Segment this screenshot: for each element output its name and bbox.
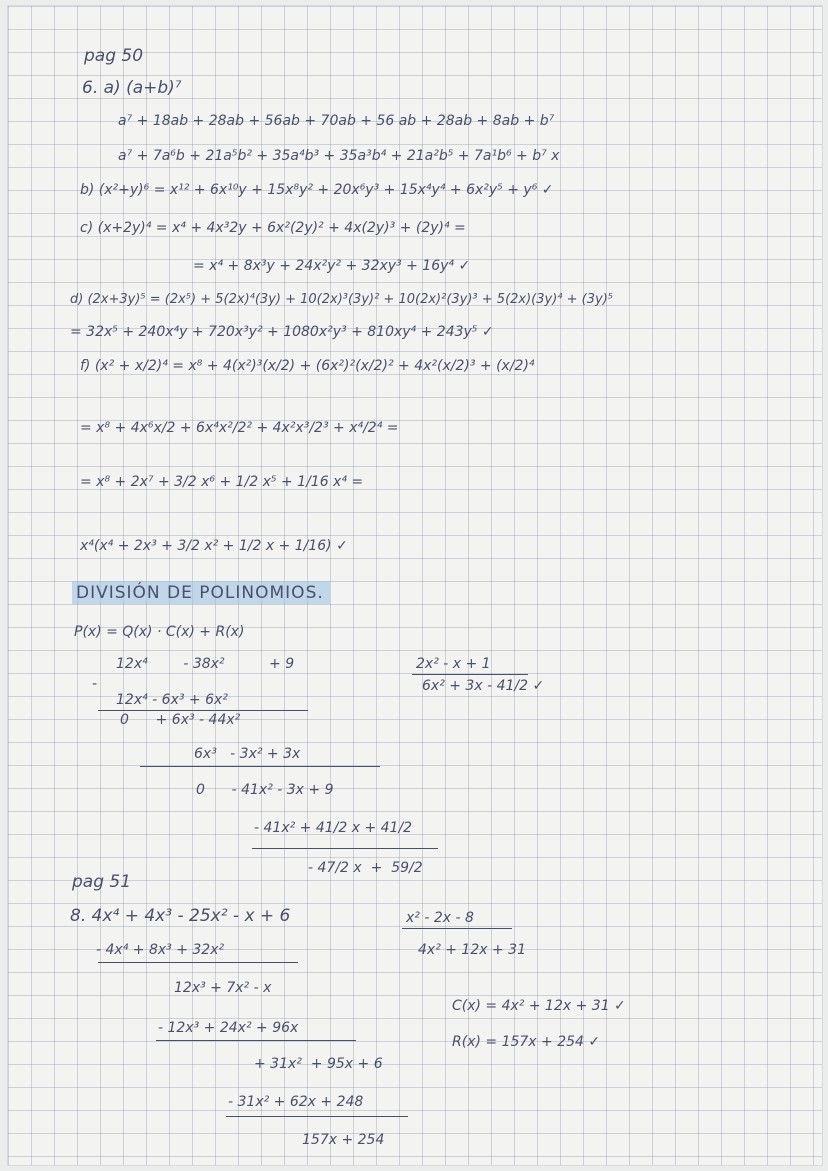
division-title-highlight: DIVISIÓN DE POLINOMIOS. — [72, 581, 330, 604]
exercise-8-step-2: 12x³ + 7x² - x — [174, 980, 272, 996]
exercise-8-dividend: 8. 4x⁴ + 4x³ - 25x² - x + 6 — [70, 906, 291, 926]
notebook-page — [8, 6, 822, 1165]
exercise-8-rule-1 — [98, 962, 298, 963]
exercise-6f: f) (x² + x/2)⁴ = x⁸ + 4(x²)³(x/2) + (6x²)²(x/2)² + 4x²(x/2)³ + (x/2)⁴ — [80, 358, 535, 374]
division-1-dividend: 12x⁴ - 38x² + 9 — [116, 656, 295, 672]
division-1-divisor: 2x² - x + 1 — [416, 656, 491, 672]
division-1-remainder: - 47/2 x + 59/2 — [308, 860, 423, 876]
exercise-6c: c) (x+2y)⁴ = x⁴ + 4x³2y + 6x²(2y)² + 4x(2y)³ + (2y)⁴ = — [80, 220, 466, 236]
exercise-8-divisor-line — [402, 928, 512, 929]
exercise-8-divisor: x² - 2x - 8 — [406, 910, 474, 926]
exercise-6f-step-2: = x⁸ + 2x⁷ + 3/2 x⁶ + 1/2 x⁵ + 1/16 x⁴ = — [80, 474, 364, 490]
exercise-8-quotient: 4x² + 12x + 31 — [418, 942, 526, 958]
division-1-rule-2 — [140, 766, 380, 767]
exercise-8-remainder-result: R(x) = 157x + 254 ✓ — [452, 1034, 601, 1050]
division-1-minus-sign: - — [92, 676, 98, 692]
exercise-8-quotient-result: C(x) = 4x² + 12x + 31 ✓ — [452, 998, 626, 1014]
exercise-8-step-4: + 31x² + 95x + 6 — [254, 1056, 383, 1072]
division-1-step-4: 0 - 41x² - 3x + 9 — [196, 782, 334, 798]
exercise-8-remainder: 157x + 254 — [302, 1132, 385, 1148]
division-1-step-3: 6x³ - 3x² + 3x — [194, 746, 301, 762]
division-1-divisor-line — [412, 674, 528, 675]
division-1-step-5: - 41x² + 41/2 x + 41/2 — [254, 820, 413, 836]
exercise-6f-step-1: = x⁸ + 4x⁶x/2 + 6x⁴x²/2² + 4x²x³/2³ + x⁴/2⁴ = — [80, 420, 399, 436]
exercise-6b: b) (x²+y)⁶ = x¹² + 6x¹⁰y + 15x⁸y² + 20x⁶y³ + 15x⁴y⁴ + 6x²y⁵ + y⁶ ✓ — [80, 182, 554, 198]
exercise-6a-expansion-2: a⁷ + 7a⁶b + 21a⁵b² + 35a⁴b³ + 35a³b⁴ + 21a²b⁵ + 7a¹b⁶ + b⁷ x — [118, 148, 560, 164]
division-1-step-2: 0 + 6x³ - 44x² — [120, 712, 241, 728]
exercise-8-step-5: - 31x² + 62x + 248 — [228, 1094, 364, 1110]
exercise-8-rule-2 — [156, 1040, 356, 1041]
exercise-8-step-1: - 4x⁴ + 8x³ + 32x² — [96, 942, 225, 958]
exercise-6d: d) (2x+3y)⁵ = (2x⁵) + 5(2x)⁴(3y) + 10(2x)³(3y)² + 10(2x)²(3y)³ + 5(2x)(3y)⁴ + (3y)⁵ — [70, 292, 613, 307]
division-formula: P(x) = Q(x) · C(x) + R(x) — [74, 624, 245, 640]
exercise-6c-result: = x⁴ + 8x³y + 24x²y² + 32xy³ + 16y⁴ ✓ — [193, 258, 471, 274]
exercise-6f-step-3: x⁴(x⁴ + 2x³ + 3/2 x² + 1/2 x + 1/16) ✓ — [80, 538, 348, 554]
exercise-6d-result: = 32x⁵ + 240x⁴y + 720x³y² + 1080x²y³ + 810xy⁴ + 243y⁵ ✓ — [70, 324, 494, 340]
division-1-rule-3 — [252, 848, 438, 849]
exercise-8-step-3: - 12x³ + 24x² + 96x — [158, 1020, 299, 1036]
page-label-50: pag 50 — [84, 46, 144, 66]
division-section-title — [72, 583, 330, 603]
exercise-6a-expansion-1: a⁷ + 18ab + 28ab + 56ab + 70ab + 56 ab + 28ab + 8ab + b⁷ — [118, 113, 555, 129]
exercise-8-rule-3 — [226, 1116, 408, 1117]
exercise-6a-heading: 6. a) (a+b)⁷ — [82, 78, 182, 98]
division-1-quotient: 6x² + 3x - 41/2 ✓ — [422, 678, 545, 694]
page-label-51: pag 51 — [72, 872, 132, 892]
division-1-step-1: 12x⁴ - 6x³ + 6x² — [116, 692, 228, 708]
